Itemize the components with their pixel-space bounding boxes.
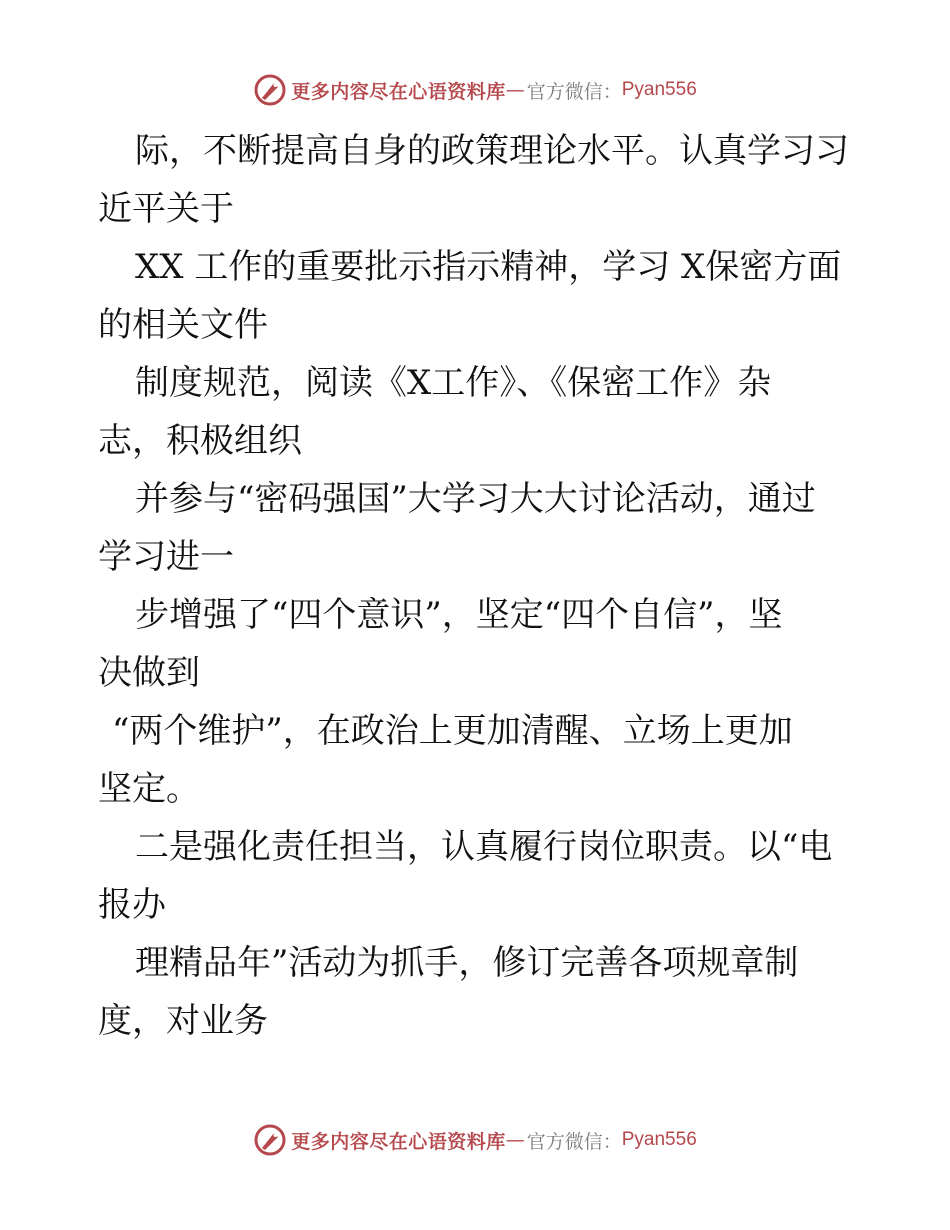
pen-nib-logo-icon — [253, 1123, 287, 1157]
banner-wechat-label: 官方微信： — [526, 80, 622, 103]
text-line: 的相关文件 — [98, 305, 268, 345]
banner-main-text: 更多内容尽在心语资料库 — [291, 80, 506, 103]
banner-separator: — — [505, 1129, 525, 1151]
text-line: 步增强了“四个意识”，坚定“四个自信”，坚 — [135, 595, 783, 635]
text-line: 度，对业务 — [98, 1001, 268, 1041]
banner-wechat-label: 官方微信： — [526, 1130, 622, 1153]
banner-main-text: 更多内容尽在心语资料库 — [291, 1130, 506, 1153]
text-line: 坚定。 — [98, 769, 200, 809]
document-body — [0, 122, 950, 1050]
header-banner — [0, 70, 950, 110]
footer-banner — [0, 1120, 950, 1160]
text-line: 理精品年”活动为抓手，修订完善各项规章制 — [135, 943, 799, 983]
text-line: 决做到 — [98, 653, 200, 693]
pen-nib-logo-icon — [253, 73, 287, 107]
text-line: 报办 — [98, 885, 166, 925]
text-line: “两个维护”，在政治上更加清醒、立场上更加 — [112, 711, 793, 751]
text-line: 际，不断提高自身的政策理论水平。认真学习习 — [135, 131, 849, 171]
text-line: 志，积极组织 — [98, 421, 302, 461]
text-line: XX 工作的重要批示指示精神，学习 X保密方面 — [135, 247, 842, 287]
text-line: 并参与“密码强国”大学习大大讨论活动，通过 — [135, 479, 816, 519]
text-line: 二是强化责任担当，认真履行岗位职责。以“电 — [135, 827, 833, 867]
banner-wechat-handle: Pyan556 — [621, 79, 697, 100]
text-line: 制度规范，阅读《X工作》、《保密工作》杂 — [135, 363, 772, 403]
banner-separator: — — [505, 79, 525, 101]
banner-wechat-handle: Pyan556 — [621, 1129, 697, 1150]
text-line: 近平关于 — [98, 189, 234, 229]
text-line: 学习进一 — [98, 537, 234, 577]
